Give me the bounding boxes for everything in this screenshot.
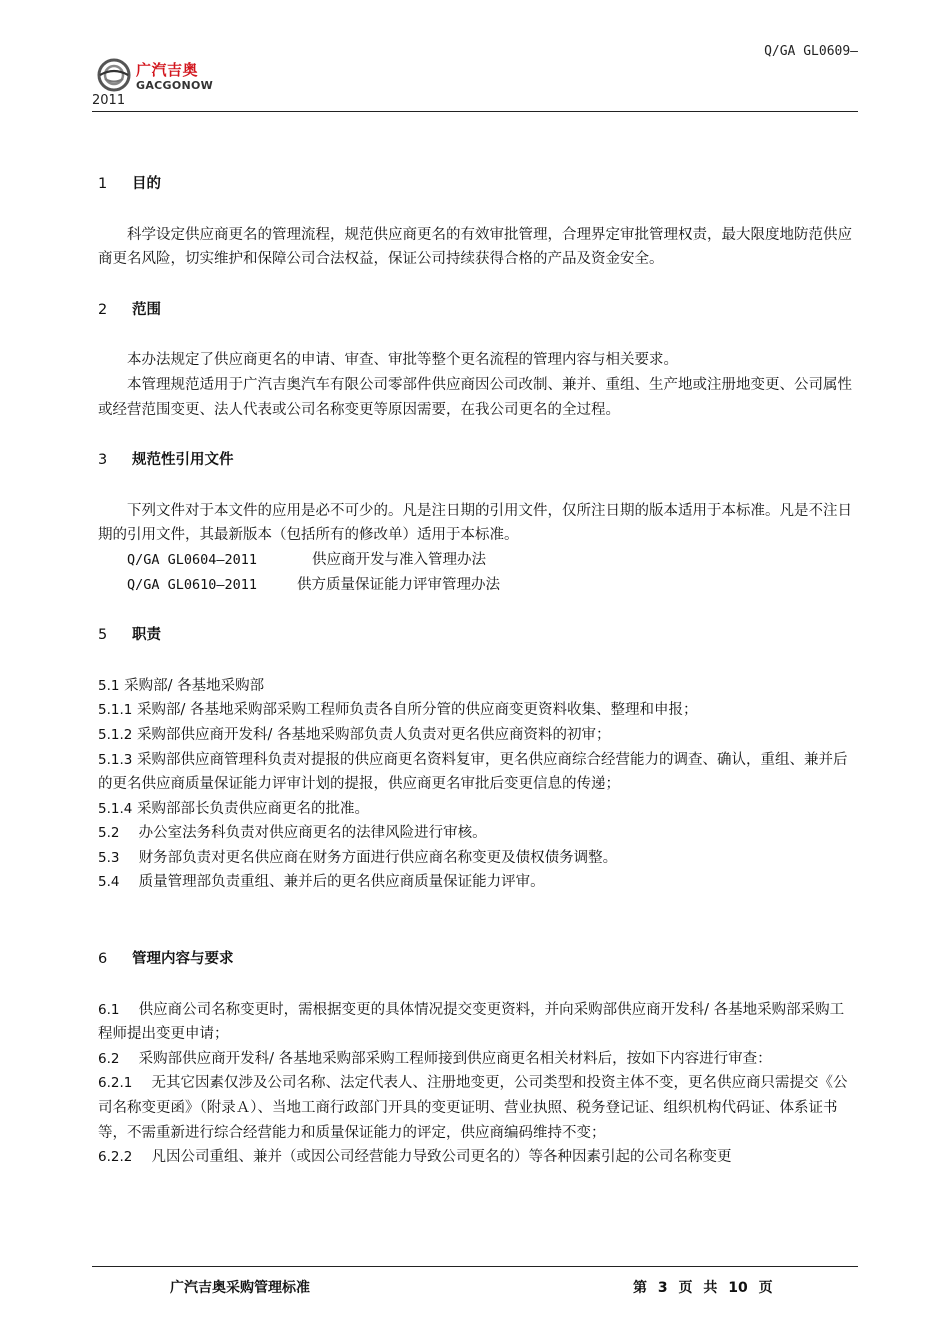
responsibility-item: 5.3 财务部负责对更名供应商在财务方面进行供应商名称变更及债权债务调整。 (98, 849, 618, 866)
logo-english-name: GACGONOW (136, 79, 214, 92)
management-item: 6.2.1 无其它因素仅涉及公司名称、法定代表人、注册地变更，公司类型和投资主体不变，更名供应商只需提交《公司名称变更函》（附录Ａ）、当地工商行政部门开具的变更证明、营业执照、税务登记证、组织机构代码证、体系证书等，不需重新进行综合经营能力和质量保证能力的评定，供应商编码维持不变； (98, 1075, 848, 1141)
responsibility-item: 5.1.4 采购部部长负责供应商更名的批准。 (98, 800, 369, 817)
section-heading-scope: 2 范围 (98, 301, 161, 318)
responsibility-item: 5.1 采购部/ 各基地采购部 (98, 677, 265, 694)
responsibility-item: 5.2 办公室法务科负责对供应商更名的法律风险进行审核。 (98, 825, 487, 842)
company-logo (96, 55, 236, 97)
footer-page-number: 第 3 页 共 10 页 (633, 1280, 773, 1296)
management-item: 6.2.2 凡因公司重组、兼并（或因公司经营能力导致公司更名的）等各种因素引起的公司名称变更 (98, 1149, 732, 1166)
reference-item: Q/GA GL0610—2011 供方质量保证能力评审管理办法 (127, 576, 500, 593)
document-year: 2011 (92, 93, 126, 108)
responsibility-item: 5.1.2 采购部供应商开发科/ 各基地采购部负责人负责对更名供应商资料的初审； (98, 726, 611, 743)
footer-standard-name: 广汽吉奥采购管理标准 (170, 1280, 310, 1296)
footer-divider (92, 1266, 858, 1267)
document-body (98, 172, 858, 1170)
scope-paragraph-2: 本管理规范适用于广汽吉奥汽车有限公司零部件供应商因公司改制、兼并、重组、生产地或注册地变更、公司属性或经营范围变更、法人代表或公司名称变更等原因需要，在我公司更名的全过程。 (98, 376, 852, 418)
scope-paragraph-1: 本办法规定了供应商更名的申请、审查、审批等整个更名流程的管理内容与相关要求。 (127, 352, 678, 369)
reference-item: Q/GA GL0604—2011 供应商开发与准入管理办法 (127, 551, 486, 568)
management-item: 6.1 供应商公司名称变更时，需根据变更的具体情况提交变更资料，并向采购部供应商开发科/ 各基地采购部采购工程师提出变更申请； (98, 1001, 845, 1043)
references-paragraph: 下列文件对于本文件的应用是必不可少的。凡是注日期的引用文件，仅所注日期的版本适用于本标准。凡是不注日期的引用文件，其最新版本（包括所有的修改单）适用于本标准。 (98, 502, 852, 544)
section-heading-references: 3 规范性引用文件 (98, 452, 234, 469)
section-heading-responsibilities: 5 职责 (98, 627, 161, 644)
responsibility-item: 5.4 质量管理部负责重组、兼并后的更名供应商质量保证能力评审。 (98, 874, 545, 891)
gonow-emblem-icon (96, 57, 132, 93)
header-divider (92, 111, 858, 112)
responsibility-item: 5.1.3 采购部供应商管理科负责对提报的供应商更名资料复审，更名供应商综合经营能力的调查、确认，重组、兼并后的更名供应商质量保证能力评审计划的提报，供应商更名审批后变更信息的传递； (98, 751, 848, 793)
management-item: 6.2 采购部供应商开发科/ 各基地采购部采购工程师接到供应商更名相关材料后，按如下内容进行审查： (98, 1050, 772, 1067)
logo-chinese-name: 广汽吉奥 (136, 61, 199, 79)
section-heading-purpose: 1 目的 (98, 176, 161, 192)
section-heading-management: 6 管理内容与要求 (98, 951, 234, 968)
purpose-paragraph: 科学设定供应商更名的管理流程，规范供应商更名的有效审批管理，合理界定审批管理权责，最大限度地防范供应商更名风险，切实维护和保障公司合法权益，保证公司持续获得合格的产品及资金安全。 (98, 226, 852, 268)
responsibility-item: 5.1.1 采购部/ 各基地采购部采购工程师负责各自所分管的供应商变更资料收集、整理和申报； (98, 702, 698, 719)
document-code: Q/GA GL0609— (764, 44, 858, 59)
